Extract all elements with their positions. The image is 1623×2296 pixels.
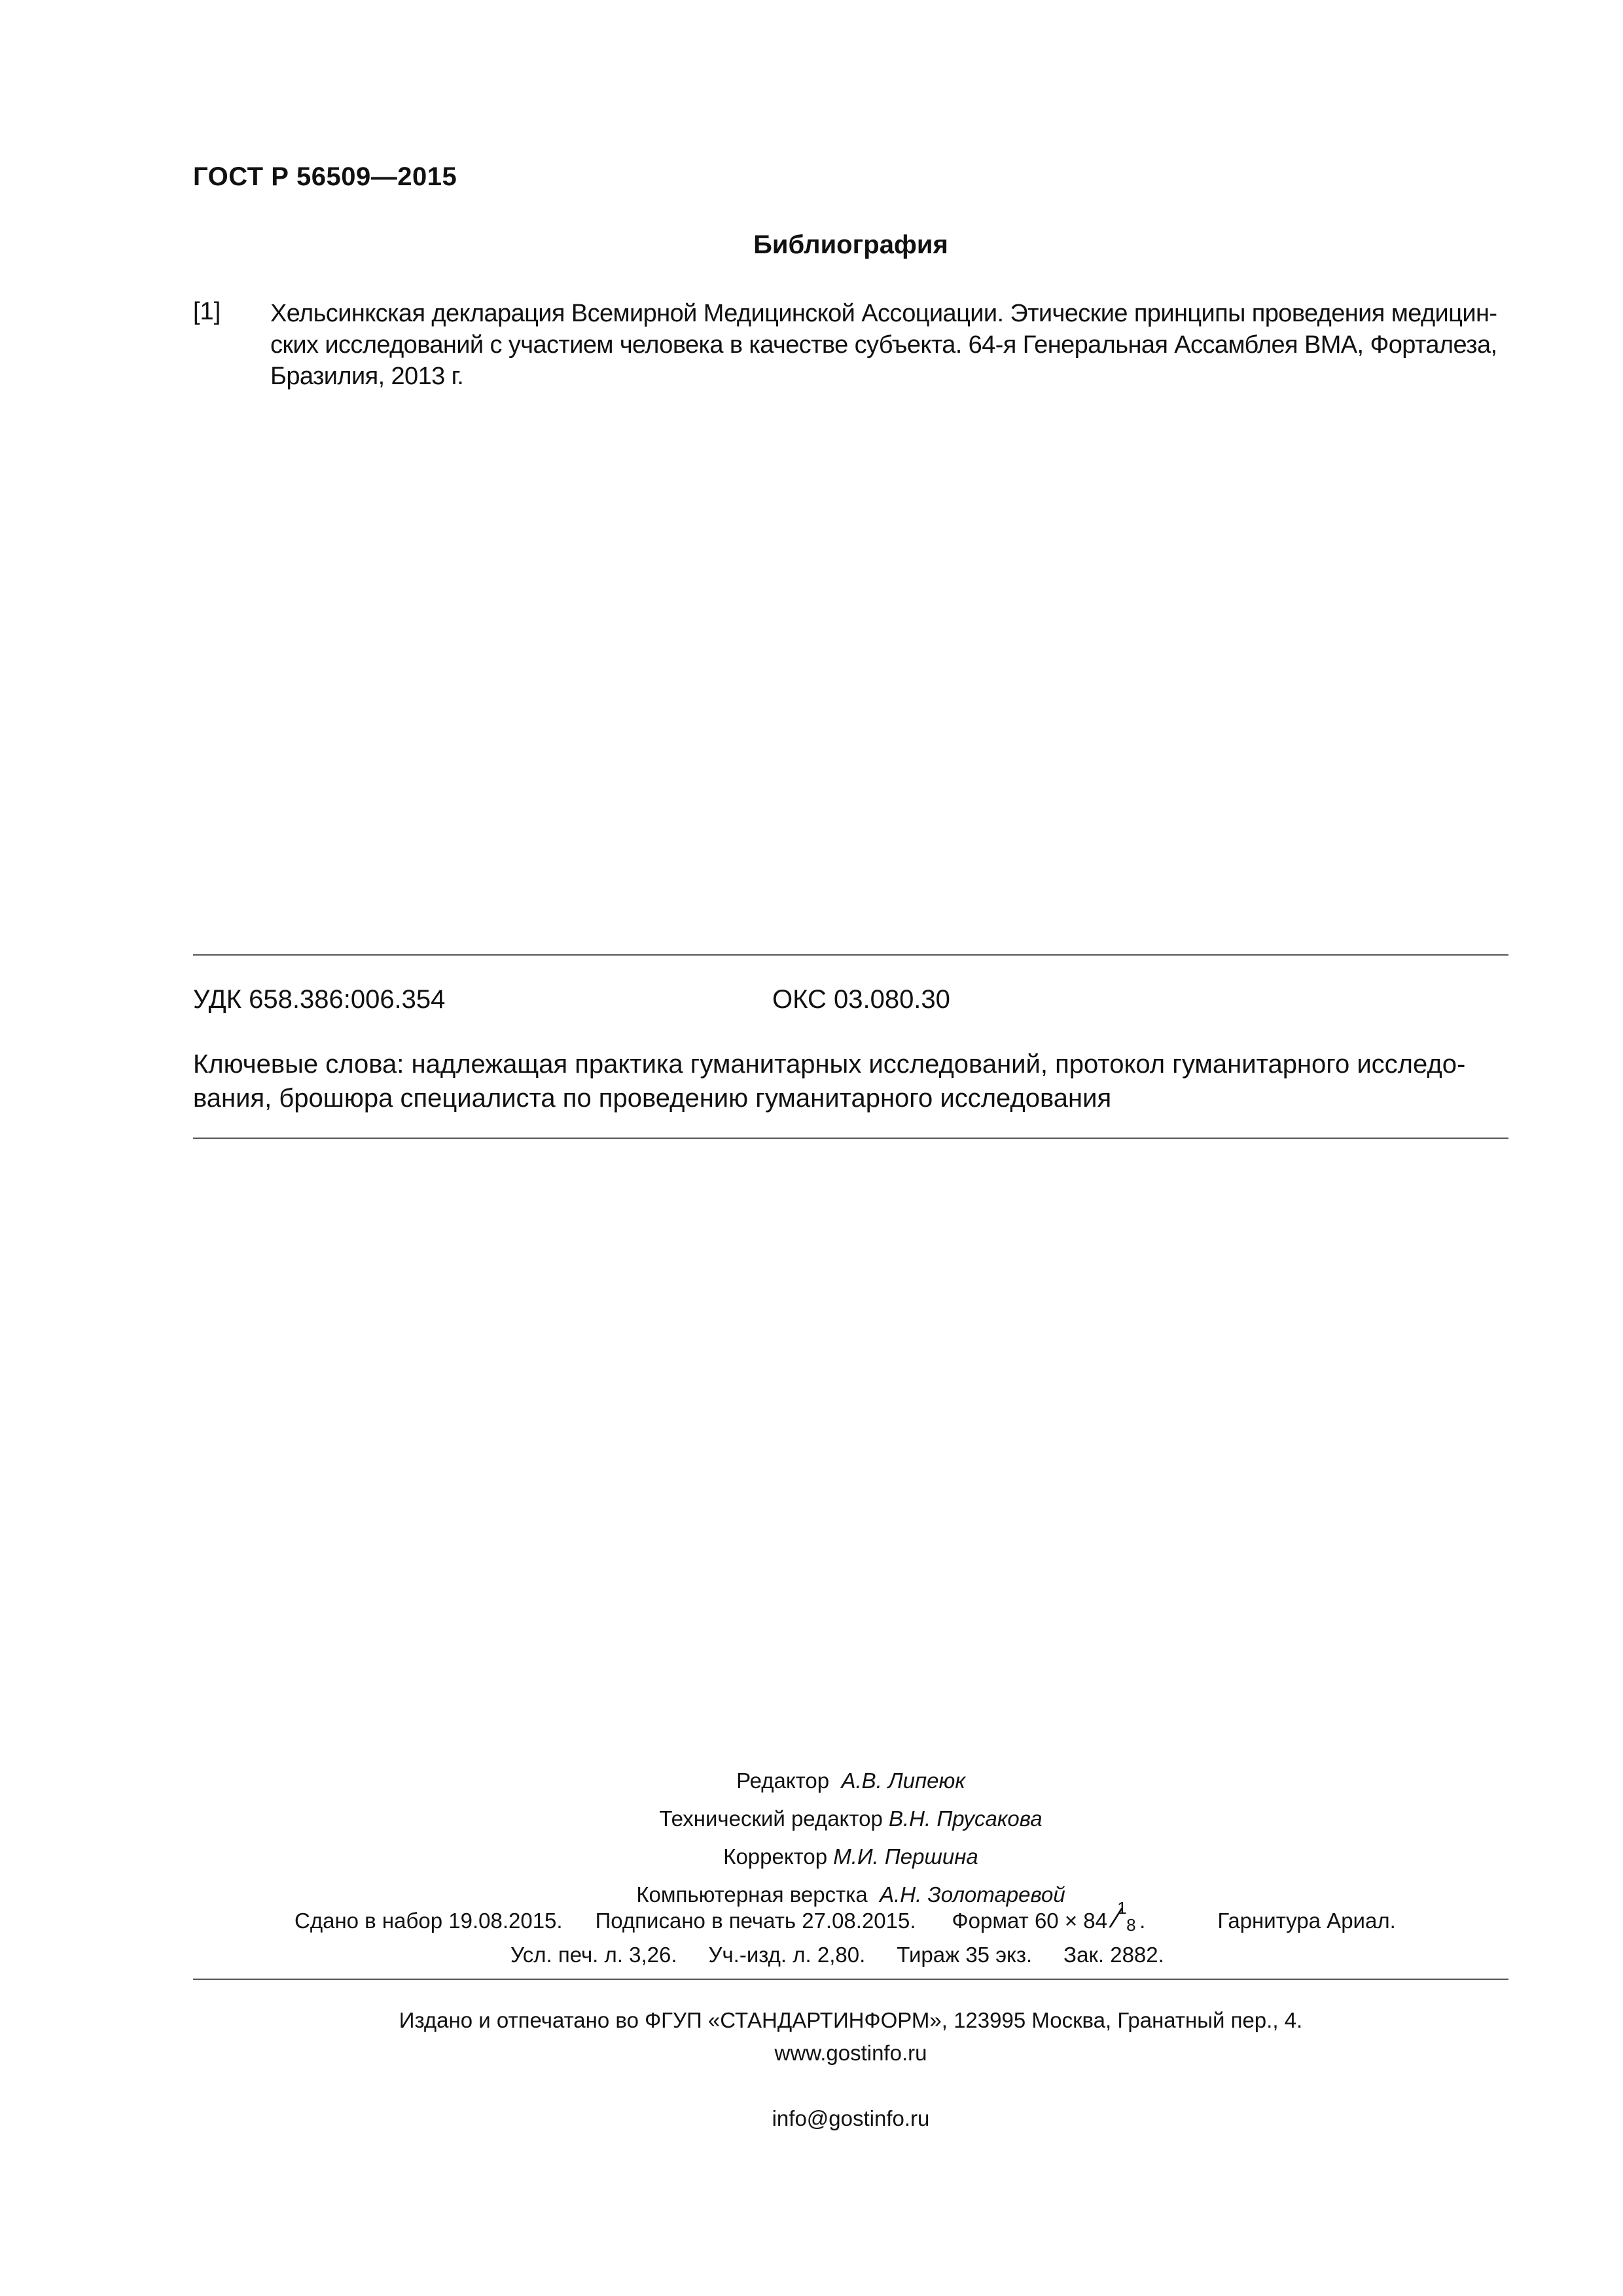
format-label: Формат 60 × 84 — [952, 1909, 1107, 1933]
credit-corrector-name: М.И. Першина — [833, 1844, 978, 1869]
circulation: Тираж 35 экз. — [897, 1943, 1033, 1967]
oks-code: ОКС 03.080.30 — [772, 985, 950, 1014]
keywords-line: Ключевые слова: надлежащая практика гуманитарных исследований, протокол гуманитарного исследо- — [193, 1050, 1466, 1079]
credit-editor-label: Редактор — [736, 1768, 830, 1793]
udk-code: УДК 658.386:006.354 — [193, 985, 446, 1014]
credit-corrector-label: Корректор — [723, 1844, 828, 1869]
print-sheets: Усл. печ. л. 3,26. — [510, 1943, 677, 1967]
credit-editor — [0, 1762, 1623, 1800]
credit-tech-editor-label: Технический редактор — [659, 1806, 883, 1831]
credit-layout-name: А.Н. Золотаревой — [880, 1882, 1065, 1907]
credit-editor-name: А.В. Липеюк — [841, 1768, 965, 1793]
keywords-line: вания, брошюра специалиста по проведению гуманитарного исследования — [193, 1084, 1112, 1113]
divider-middle — [193, 1138, 1508, 1139]
signed-date: Подписано в печать 27.08.2015. — [595, 1909, 916, 1933]
publisher-contacts — [0, 2037, 1623, 2135]
paper-format — [952, 1898, 1146, 1935]
format-denominator: 8 — [1126, 1915, 1136, 1935]
typeface: Гарнитура Ариал. — [1217, 1909, 1396, 1933]
divider-bottom — [193, 1979, 1508, 1980]
publication-sheets: Уч.-изд. л. 2,80. — [708, 1943, 866, 1967]
credit-tech-editor-name: В.Н. Прусакова — [888, 1806, 1043, 1831]
credit-tech-editor — [0, 1800, 1623, 1838]
format-end: . — [1139, 1909, 1146, 1933]
print-details-row-1 — [294, 1898, 1396, 1935]
bibliography-entry-line: Хельсинкская декларация Всемирной Медицинской Ассоциации. Этические принципы проведения медицин- — [270, 300, 1497, 327]
credit-corrector — [0, 1838, 1623, 1876]
bibliography-entry-line: Бразилия, 2013 г. — [270, 363, 464, 390]
order-number: Зак. 2882. — [1063, 1943, 1164, 1967]
publisher-block — [0, 2004, 1623, 2135]
publisher-line: Издано и отпечатано во ФГУП «СТАНДАРТИНФОРМ», 123995 Москва, Гранатный пер., 4. — [399, 2008, 1303, 2032]
bibliography-title: Библиография — [753, 230, 948, 259]
format-numerator: 1 — [1117, 1898, 1127, 1918]
typeset-date: Сдано в набор 19.08.2015. — [294, 1909, 563, 1933]
bibliography-entry-number: [1] — [193, 298, 221, 325]
bibliography-entry-line: ских исследований с участием человека в качестве субъекта. 64-я Генеральная Ассамблея ВМА, Форталеза, — [270, 331, 1497, 359]
print-details-row-2 — [510, 1943, 1164, 1967]
fraction-slash: ⁄ — [1115, 1902, 1120, 1934]
keywords — [193, 1047, 1508, 1115]
format-fraction — [1113, 1898, 1139, 1935]
document-designation: ГОСТ Р 56509—2015 — [193, 162, 457, 191]
publisher-email[interactable]: info@gostinfo.ru — [772, 2106, 930, 2130]
publisher-website[interactable]: www.gostinfo.ru — [774, 2041, 927, 2065]
bibliography-entry-text — [270, 298, 1508, 392]
credit-layout-label: Компьютерная верстка — [636, 1882, 868, 1907]
divider-top — [193, 954, 1508, 956]
credits-block — [0, 1762, 1623, 1914]
